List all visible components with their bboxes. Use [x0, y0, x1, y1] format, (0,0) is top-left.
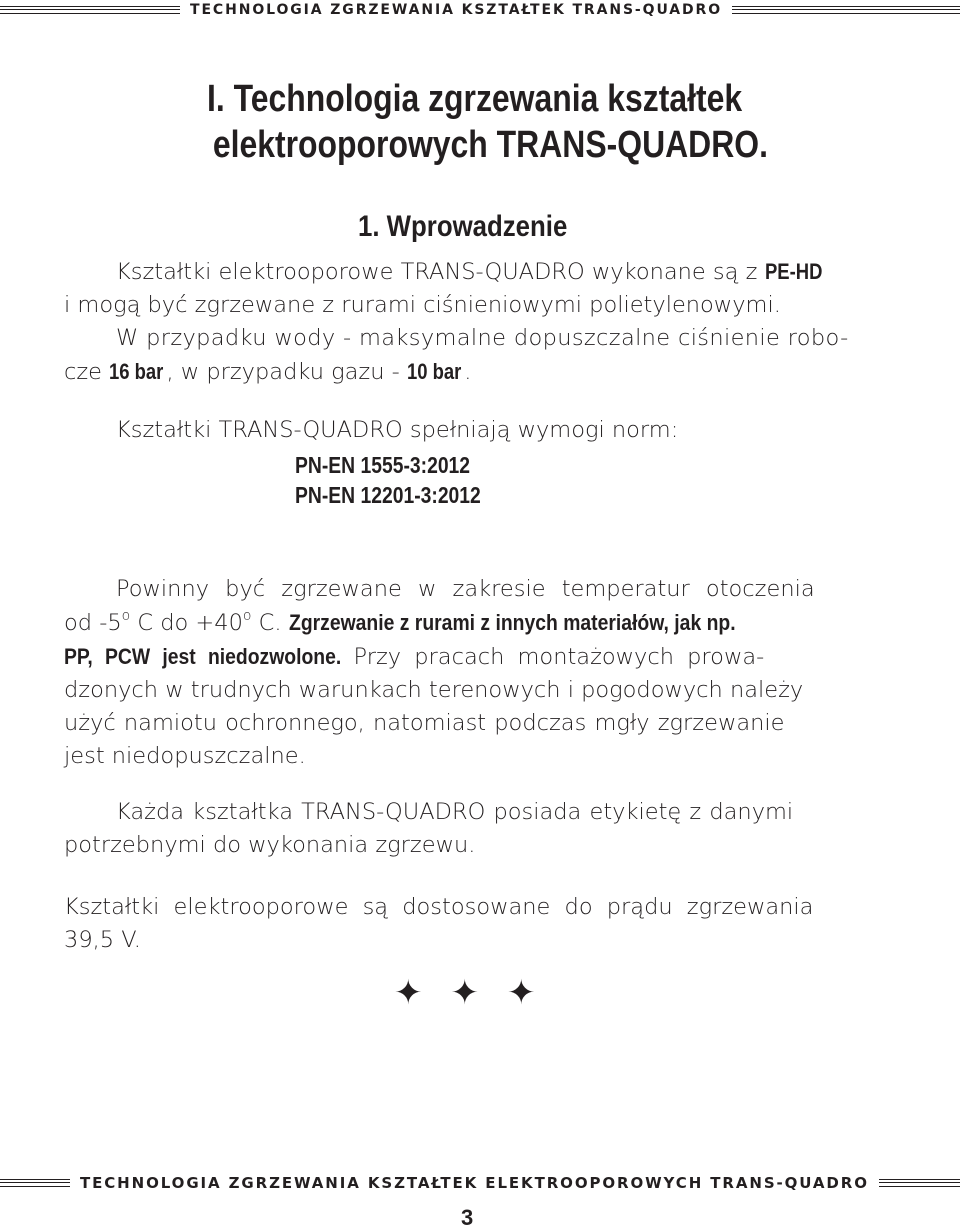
norm-item-1: PN-EN 1555-3:2012 [295, 452, 471, 478]
chapter-title-line-1: I. Technologia zgrzewania kształtek [207, 78, 743, 120]
material-pe-hd: PE-HD [764, 259, 822, 284]
water-pressure-value: 16 bar [109, 359, 164, 384]
voltage-line-2: 39,5 V. [64, 927, 141, 953]
intro-text-4a: cze [64, 359, 103, 385]
label-line-1: Każda kształtka TRANS-QUADRO posiada etykietę z danymi [116, 799, 794, 825]
norms-lead [64, 414, 880, 447]
temperature-paragraph [64, 573, 880, 773]
running-header-text: TECHNOLOGIA ZGRZEWANIA KSZTAŁTEK TRANS-QUADRO [190, 2, 723, 18]
chapter-title [207, 76, 768, 168]
temp-line-2 [64, 606, 880, 640]
temp-text-3: Przy pracach montażowych prowa- [353, 644, 765, 670]
temp-line-1: Powinny być zgrzewane w zakresie temperatur otoczenia [116, 576, 815, 602]
footer-rule-right [879, 1179, 960, 1187]
header-rule-left [0, 6, 180, 14]
header-rule-right [732, 6, 960, 14]
temp-line-6: jest niedopuszczalne. [64, 743, 306, 769]
prohibition-text-1: Zgrzewanie z rurami z innych materiałów, jak np. [288, 610, 736, 635]
intro-line-2: i mogą być zgrzewane z rurami ciśnieniowymi polietylenowymi. [64, 292, 781, 318]
norm-item-2: PN-EN 12201-3:2012 [295, 482, 481, 508]
intro-line-4 [64, 355, 880, 389]
temp-text-2a: od -5 [64, 610, 122, 636]
degree-mark-1: o [121, 608, 131, 624]
temp-line-4: dzonych w trudnych warunkach terenowych i pogodowych należy [64, 677, 804, 703]
voltage-line-1: Kształtki elektrooporowe są dostosowane do prądu zgrzewania [64, 894, 814, 920]
gas-pressure-value: 10 bar [406, 359, 462, 384]
voltage-paragraph [64, 891, 880, 957]
intro-text-4e: . [464, 359, 472, 385]
running-footer [0, 1174, 960, 1192]
degree-mark-2: o [242, 608, 252, 624]
running-footer-text: TECHNOLOGIA ZGRZEWANIA KSZTAŁTEK ELEKTROOPOROWYCH TRANS-QUADRO [80, 1174, 869, 1192]
temp-text-2b: C do +40 [130, 610, 243, 636]
intro-paragraph [64, 255, 880, 389]
intro-text-1: Kształtki elektrooporowe TRANS-QUADRO wykonane są z [116, 259, 758, 285]
label-line-2: potrzebnymi do wykonania zgrzewu. [64, 832, 476, 858]
running-header [0, 2, 960, 18]
temp-line-5: użyć namiotu ochronnego, natomiast podczas mgły zgrzewanie [64, 710, 785, 736]
norms-lead-text: Kształtki TRANS-QUADRO spełniają wymogi norm: [116, 417, 679, 443]
prohibition-text-2: PP, PCW jest niedozwolone. [64, 644, 342, 669]
temp-text-2c: C. [251, 610, 282, 636]
section-heading: 1. Wprowadzenie [358, 210, 568, 243]
intro-text-4c: , w przypadku gazu - [166, 359, 400, 385]
ornament-stars: ✦✦✦ [394, 973, 564, 1013]
label-paragraph [64, 796, 880, 862]
intro-line-3: W przypadku wody - maksymalne dopuszczalne ciśnienie robo- [116, 325, 849, 351]
footer-rule-left [0, 1179, 70, 1187]
page-number: 3 [461, 1205, 474, 1230]
temp-line-3 [64, 640, 880, 674]
chapter-title-line-2: elektrooporowych TRANS-QUADRO. [212, 124, 768, 166]
intro-line-1 [64, 255, 880, 289]
